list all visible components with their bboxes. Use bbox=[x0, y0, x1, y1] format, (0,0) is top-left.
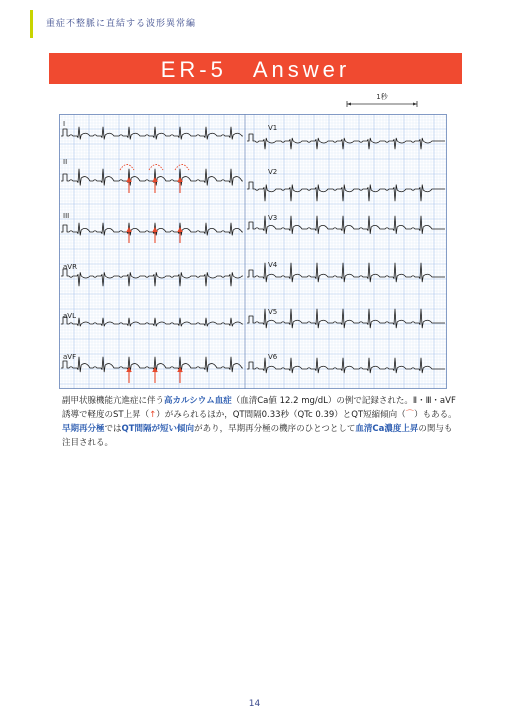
lead-label-iii: III bbox=[63, 212, 70, 220]
lead-label-avl: aVL bbox=[63, 312, 76, 320]
ecg-figure bbox=[59, 114, 447, 389]
time-scale bbox=[345, 92, 419, 110]
lead-label-v4: V4 bbox=[268, 261, 278, 269]
lead-label-v5: V5 bbox=[268, 308, 278, 316]
caption-text-1: 副甲状腺機能亢進症に伴う bbox=[62, 396, 165, 406]
lead-label-i: I bbox=[63, 120, 66, 128]
lead-label-ii: II bbox=[63, 158, 68, 166]
caption-text-5: では bbox=[104, 424, 122, 434]
section-header: 重症不整脈に直結する波形異常編 bbox=[46, 19, 197, 29]
caption-highlight-calcium: 血清Ca濃度上昇 bbox=[355, 424, 419, 434]
lead-label-avf: aVF bbox=[63, 353, 77, 361]
caption-highlight-early-repolarization: 早期再分極 bbox=[62, 424, 105, 434]
page-number: 14 bbox=[248, 699, 261, 709]
caption-text-4: ）もある。 bbox=[414, 410, 457, 420]
caption-text-3: ）がみられるほか，QT間隔0.33秒（QTc 0.39）とQT短縮傾向（ bbox=[156, 410, 406, 420]
lead-label-v1: V1 bbox=[268, 124, 278, 132]
figure-caption bbox=[62, 394, 460, 450]
red-arrow-icon: ↑ bbox=[149, 410, 157, 420]
lead-label-v2: V2 bbox=[268, 168, 278, 176]
lead-label-v6: V6 bbox=[268, 353, 278, 361]
dashed-arc-icon: ⌒ bbox=[405, 410, 415, 420]
lead-label-v3: V3 bbox=[268, 214, 278, 222]
lead-label-avr: aVR bbox=[63, 263, 77, 271]
caption-text-6: があり，早期再分極の機序のひとつとして bbox=[194, 424, 356, 434]
page-title: ER-5 Answer bbox=[49, 53, 462, 84]
scale-bracket bbox=[345, 92, 419, 110]
caption-highlight-short-qt: QT間隔が短い傾向 bbox=[121, 424, 195, 434]
caption-text-2: （血清Ca値 12.2 mg/dL）の例で記録された。Ⅱ・Ⅲ・aVF誘導で軽度のST上昇（ bbox=[62, 396, 456, 420]
caption-text-7: の関与も注目される。 bbox=[62, 424, 453, 448]
caption-highlight-hypercalcemia: 高カルシウム血症 bbox=[164, 396, 232, 406]
header-accent-bar bbox=[30, 10, 33, 38]
scale-label: 1秒 bbox=[376, 93, 388, 101]
